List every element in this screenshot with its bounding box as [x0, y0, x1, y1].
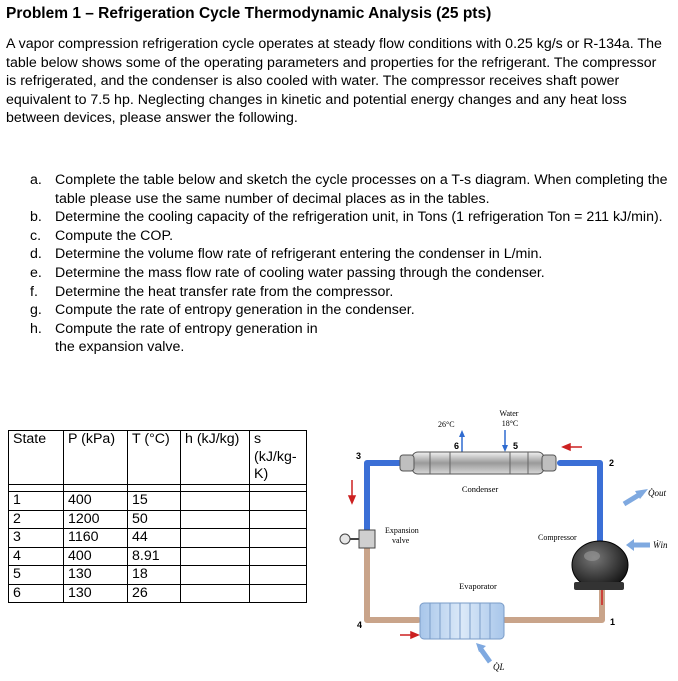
- evaporator: [420, 603, 504, 639]
- problem-statement: A vapor compression refrigeration cycle operates at steady flow conditions with 0.25 kg/s or R-134a. The table below shows some of the operating parameters and properties for the refrigerant. The compressor is refrigerated, and the condenser is also cooled with water. The compressor receives shaft power equivalent to 7.5 hp. Neglecting changes in kinetic and potential energy changes and any heat loss between devices, please answer the following.: [6, 36, 662, 127]
- table-row: [9, 566, 307, 585]
- question-b: b. Determine the cooling capacity of the refrigeration unit, in Tons (1 refrigeration Ton = 211 kJ/min).: [30, 209, 663, 226]
- temperature-cell[interactable]: 8.91: [128, 547, 181, 566]
- expansion-valve-label-line2: valve: [392, 536, 410, 545]
- table-row: [9, 547, 307, 566]
- enthalpy-cell[interactable]: [181, 584, 250, 603]
- water-in-temperature: 18°C: [501, 419, 519, 428]
- flow-arrow-icon: [563, 444, 570, 450]
- condenser-label: Condenser: [461, 484, 499, 494]
- w-in-arrow-icon: [626, 539, 650, 551]
- water-label: Water: [499, 409, 519, 418]
- state-cell[interactable]: 1: [9, 492, 64, 511]
- refrigeration-cycle-diagram: [330, 400, 678, 681]
- q-out-label: Q̇out: [648, 488, 666, 498]
- pressure-cell[interactable]: 130: [64, 584, 128, 603]
- pressure-cell[interactable]: 1200: [64, 510, 128, 529]
- entropy-cell[interactable]: [250, 566, 307, 585]
- entropy-cell[interactable]: [250, 529, 307, 548]
- temperature-cell[interactable]: 18: [128, 566, 181, 585]
- expansion-valve-label-line1: Expansion: [385, 526, 419, 535]
- header-state: State: [9, 431, 64, 485]
- question-f: f. Determine the heat transfer rate from the compressor.: [30, 283, 394, 300]
- temperature-cell[interactable]: 26: [128, 584, 181, 603]
- flow-arrow-icon: [411, 632, 418, 638]
- enthalpy-cell[interactable]: [181, 529, 250, 548]
- state-property-table: [8, 430, 307, 603]
- table-header-row: [9, 431, 307, 485]
- water-out-temperature: 26°C: [438, 420, 455, 429]
- water-out-arrow-icon: [459, 430, 465, 437]
- table-row: [9, 492, 307, 511]
- q-l-arrow-icon: [476, 643, 490, 662]
- water-lines: [459, 430, 508, 452]
- header-pressure: P (kPa): [64, 431, 128, 485]
- pressure-cell[interactable]: 130: [64, 566, 128, 585]
- state-label-1: 1: [610, 617, 616, 627]
- header-temperature: T (°C): [128, 431, 181, 485]
- state-cell[interactable]: 4: [9, 547, 64, 566]
- question-c: c. Compute the COP.: [30, 227, 174, 244]
- problem-title: Problem 1 – Refrigeration Cycle Thermodynamic Analysis (25 pts): [6, 5, 492, 22]
- evaporator-label: Evaporator: [459, 581, 497, 591]
- q-l-label: Q̇L: [493, 662, 505, 672]
- question-g: g. Compute the rate of entropy generation in the condenser.: [30, 302, 415, 319]
- temperature-cell[interactable]: 15: [128, 492, 181, 511]
- table-spacer-row: [9, 485, 307, 492]
- pressure-cell[interactable]: 400: [64, 492, 128, 511]
- q-out-arrow-icon: [624, 489, 648, 504]
- pressure-cell[interactable]: 400: [64, 547, 128, 566]
- table-row: [9, 510, 307, 529]
- question-d: d. Determine the volume flow rate of refrigerant entering the condenser in L/min.: [30, 246, 543, 263]
- entropy-cell[interactable]: [250, 547, 307, 566]
- state-label-5: 5: [513, 441, 519, 451]
- water-in-arrow-icon: [502, 445, 508, 452]
- entropy-cell[interactable]: [250, 492, 307, 511]
- state-label-4: 4: [357, 620, 363, 630]
- compressor: [572, 541, 628, 590]
- enthalpy-cell[interactable]: [181, 510, 250, 529]
- valve-handle-icon: [340, 534, 350, 544]
- table-row: [9, 529, 307, 548]
- flow-arrow-icon: [349, 496, 355, 503]
- condenser: [400, 452, 556, 474]
- entropy-cell[interactable]: [250, 510, 307, 529]
- pressure-cell[interactable]: 1160: [64, 529, 128, 548]
- entropy-cell[interactable]: [250, 584, 307, 603]
- enthalpy-cell[interactable]: [181, 566, 250, 585]
- question-e: e. Determine the mass flow rate of cooling water passing through the condenser.: [30, 264, 545, 281]
- state-cell[interactable]: 6: [9, 584, 64, 603]
- state-label-3: 3: [356, 451, 362, 461]
- compressor-label: Compressor: [538, 533, 577, 542]
- state-cell[interactable]: 5: [9, 566, 64, 585]
- header-enthalpy: h (kJ/kg): [181, 431, 250, 485]
- state-label-2: 2: [609, 458, 615, 468]
- question-a: a. Complete the table below and sketch the cycle processes on a T-s diagram. When completing the table please use the same number of decimal places as in the tables.: [30, 172, 668, 207]
- w-in-label: Ẇin: [653, 540, 668, 550]
- expansion-valve: [340, 530, 375, 548]
- state-cell[interactable]: 2: [9, 510, 64, 529]
- pipe-condenser-to-valve: [367, 463, 400, 530]
- pipe-valve-to-evaporator: [367, 548, 418, 620]
- enthalpy-cell[interactable]: [181, 547, 250, 566]
- question-list: [30, 171, 670, 357]
- question-h: h. Compute the rate of entropy generation in the expansion valve.: [30, 320, 318, 356]
- enthalpy-cell[interactable]: [181, 492, 250, 511]
- temperature-cell[interactable]: 50: [128, 510, 181, 529]
- temperature-cell[interactable]: 44: [128, 529, 181, 548]
- state-label-6: 6: [454, 441, 460, 451]
- header-entropy: s (kJ/kg-K): [250, 431, 307, 485]
- table-row: [9, 584, 307, 603]
- state-cell[interactable]: 3: [9, 529, 64, 548]
